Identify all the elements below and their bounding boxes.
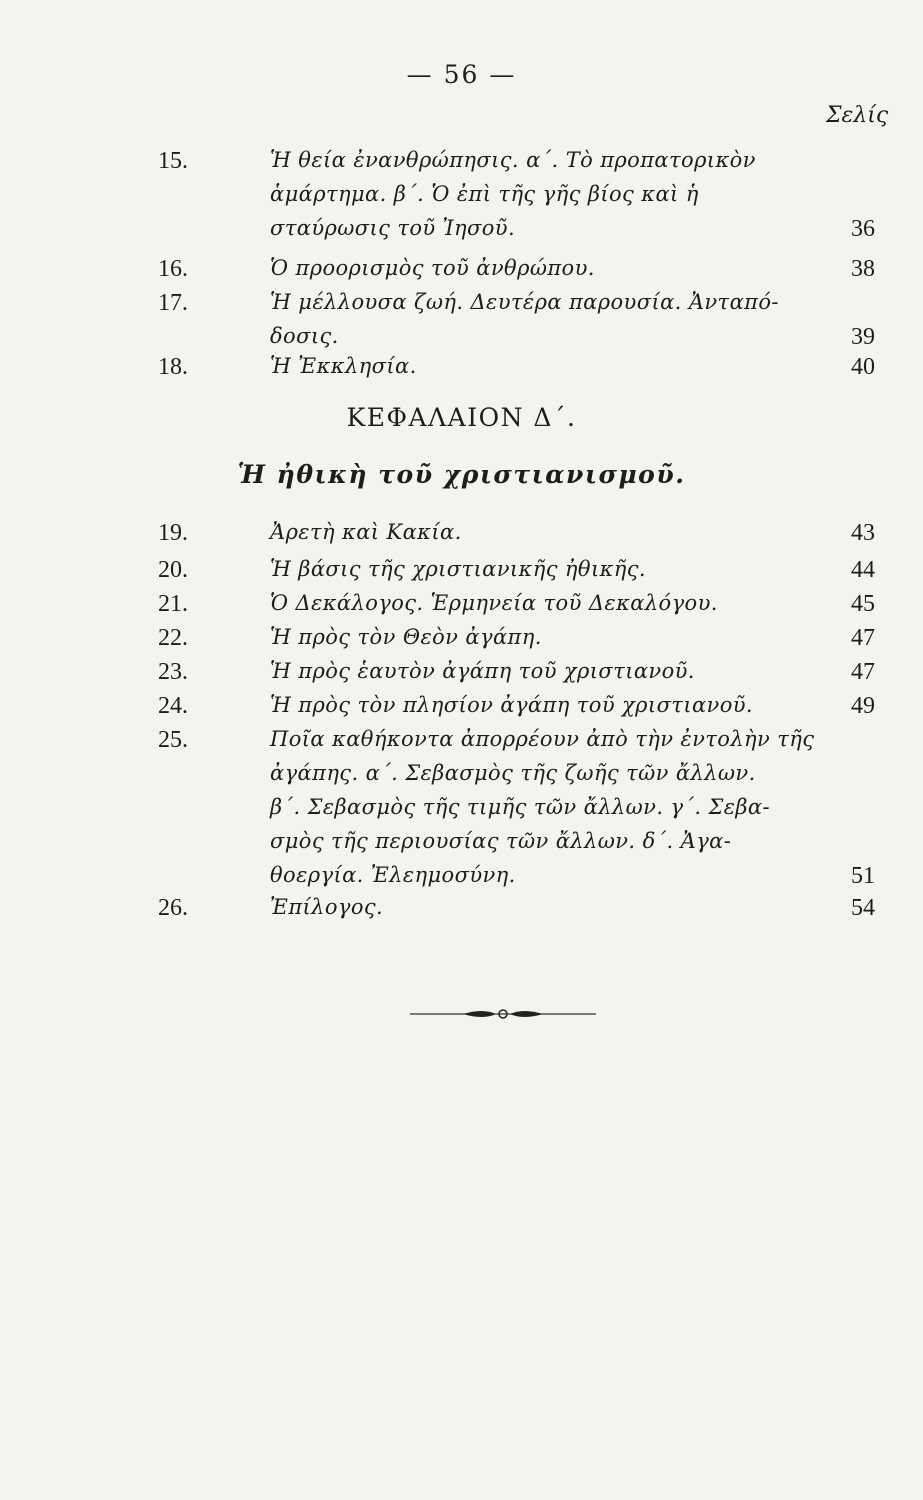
entry-title-line: Ἡ πρὸς τὸν πλησίον ἀγάπη τοῦ χριστιανοῦ. <box>270 693 753 717</box>
ornament-divider <box>408 1003 598 1025</box>
entry-number: 24. <box>158 693 188 719</box>
entry-page: 45 <box>851 591 875 617</box>
entry-number: 19. <box>158 520 188 546</box>
entry-title-line: Ἐπίλογος. <box>270 895 384 919</box>
page-number: — 56 — <box>406 60 517 89</box>
entry-page: 40 <box>851 354 875 380</box>
page-column-label: Σελίς <box>826 103 889 128</box>
entry-title-line: ἁμάρτημα. β΄. Ὁ ἐπὶ τῆς γῆς βίος καὶ ἡ <box>270 182 699 206</box>
entry-title-line: δοσις. <box>270 324 339 348</box>
entry-number: 18. <box>158 354 188 380</box>
entry-title-line: Ἡ πρὸς ἑαυτὸν ἀγάπη τοῦ χριστιανοῦ. <box>270 659 695 683</box>
entry-number: 26. <box>158 895 188 921</box>
entry-page: 47 <box>851 625 875 651</box>
entry-number: 16. <box>158 256 188 282</box>
entry-title-line: Ἡ Ἐκκλησία. <box>270 354 417 378</box>
entry-title-line: σμὸς τῆς περιουσίας τῶν ἄλλων. δ΄. Ἀγα- <box>270 829 732 853</box>
chapter-heading: ΚΕΦΑΛΑΙΟΝ Δ΄. <box>346 403 577 432</box>
entry-title-line: Ὁ προορισμὸς τοῦ ἀνθρώπου. <box>270 256 595 280</box>
entry-title-line: σταύρωσις τοῦ Ἰησοῦ. <box>270 216 516 240</box>
entry-title-line: Ἀρετὴ καὶ Κακία. <box>270 520 462 544</box>
entry-number: 22. <box>158 625 188 651</box>
entry-page: 43 <box>851 520 875 546</box>
entry-number: 23. <box>158 659 188 685</box>
entry-page: 44 <box>851 557 875 583</box>
entry-title-line: Ὁ Δεκάλογος. Ἑρμηνεία τοῦ Δεκαλόγου. <box>270 591 718 615</box>
entry-title-line: ἀγάπης. α΄. Σεβασμὸς τῆς ζωῆς τῶν ἄλλων. <box>270 761 756 785</box>
entry-page: 54 <box>851 895 875 921</box>
entry-number: 15. <box>158 148 188 174</box>
entry-number: 25. <box>158 727 188 753</box>
entry-page: 47 <box>851 659 875 685</box>
entry-title-line: θοεργία. Ἐλεημοσύνη. <box>270 863 516 887</box>
entry-title-line: Ποῖα καθήκοντα ἀπορρέουν ἀπὸ τὴν ἐντολὴν τῆς <box>270 727 815 751</box>
entry-title-line: β΄. Σεβασμὸς τῆς τιμῆς τῶν ἄλλων. γ΄. Σεβα- <box>270 795 771 819</box>
entry-title-line: Ἡ πρὸς τὸν Θεὸν ἀγάπη. <box>270 625 542 649</box>
entry-page: 49 <box>851 693 875 719</box>
entry-title-line: Ἡ βάσις τῆς χριστιανικῆς ἠθικῆς. <box>270 557 646 581</box>
entry-number: 17. <box>158 290 188 316</box>
entry-page: 39 <box>851 324 875 350</box>
chapter-subtitle: Ἡ ἠθικὴ τοῦ χριστιανισμοῦ. <box>237 460 686 489</box>
entry-number: 21. <box>158 591 188 617</box>
entry-page: 51 <box>851 863 875 889</box>
entry-page: 36 <box>851 216 875 242</box>
entry-title-line: Ἡ μέλλουσα ζωή. Δευτέρα παρουσία. Ἀνταπό- <box>270 290 779 314</box>
entry-title-line: Ἡ θεία ἐνανθρώπησις. α΄. Τὸ προπατορικὸν <box>270 148 756 172</box>
entry-page: 38 <box>851 256 875 282</box>
entry-number: 20. <box>158 557 188 583</box>
